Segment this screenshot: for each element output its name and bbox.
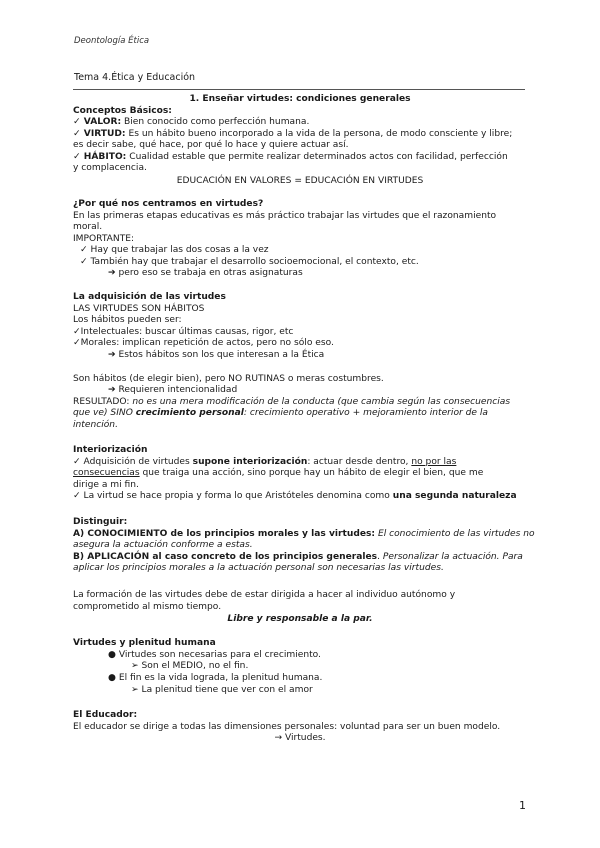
resultado-line-1 <box>73 397 510 408</box>
valor-label: ✓ VALOR: <box>73 117 122 127</box>
plenitud-bullet-2: ● El fin es la vida lograda, la plenitud humana. <box>108 673 323 683</box>
resultado-text-2a: que ve) SINO <box>73 408 136 418</box>
distinguir-a-line-2: asegura la actuación conforme a estas. <box>73 540 253 550</box>
virtud-label: ✓ VIRTUD: <box>73 129 126 139</box>
section-title: 1. Enseñar virtudes: condiciones generales <box>189 94 411 104</box>
distinguir-a-line-1 <box>73 529 535 540</box>
importante-label: IMPORTANTE: <box>73 234 135 244</box>
interiorizacion-text-2a: consecuencias <box>73 468 140 478</box>
adquisicion-heading: La adquisición de las virtudes <box>73 292 226 302</box>
habito-label: ✓ HÁBITO: <box>73 152 127 162</box>
libre-line: Libre y responsable a la par. <box>227 614 373 624</box>
resultado-text-2c: : crecimiento operativo + mejoramiento interior de la <box>243 408 489 418</box>
distinguir-heading: Distinguir: <box>73 517 128 527</box>
plenitud-sub-2: ➢ La plenitud tiene que ver con el amor <box>131 685 313 695</box>
interiorizacion-text-2b: que traiga una acción, sino porque hay un hábito de elegir el bien, que me <box>139 468 484 478</box>
distinguir-b-line-2: aplicar los principios morales a la actuación personal son necesarias las virtudes. <box>73 563 444 573</box>
porque-check-1: ✓ Hay que trabajar las dos cosas a la vez <box>80 245 269 255</box>
topic-title: Tema 4.Ética y Educación <box>74 72 196 83</box>
interiorizacion-heading: Interiorización <box>73 445 148 455</box>
adquisicion-check-1: ✓Intelectuales: buscar últimas causas, rigor, etc <box>73 327 294 337</box>
adquisicion-arrow-2: ➔ Requieren intencionalidad <box>108 385 238 395</box>
adquisicion-line-2: Los hábitos pueden ser: <box>73 315 182 325</box>
interiorizacion-line-4 <box>73 491 517 502</box>
porque-heading: ¿Por qué nos centramos en virtudes? <box>73 199 264 209</box>
equation-line: EDUCACIÓN EN VALORES = EDUCACIÓN EN VIRTUDES <box>176 176 424 186</box>
document-header: Deontología Ética <box>74 36 150 46</box>
habito-text: Cualidad estable que permite realizar determinados actos con facilidad, perfección <box>126 152 508 162</box>
distinguir-b-line-1 <box>73 552 523 563</box>
interiorizacion-text-1c: : actuar desde dentro, <box>307 457 412 467</box>
educador-line-1: El educador se dirige a todas las dimensiones personales: voluntad para ser un buen modelo. <box>73 722 501 732</box>
porque-line-2: moral. <box>73 222 103 232</box>
virtud-text: Es un hábito bueno incorporado a la vida de la persona, de modo consciente y libre; <box>125 129 513 139</box>
interiorizacion-line-2 <box>73 468 483 479</box>
conceptos-heading: Conceptos Básicos: <box>73 106 172 116</box>
interiorizacion-text-1b: supone interiorización <box>192 457 308 467</box>
resultado-text-2b: crecimiento personal <box>135 408 244 418</box>
adquisicion-check-2: ✓Morales: implican repetición de actos, pero no sólo eso. <box>73 338 334 348</box>
adquisicion-line-1: LAS VIRTUDES SON HÁBITOS <box>73 304 205 314</box>
educador-line-2: → Virtudes. <box>274 733 326 743</box>
divider <box>73 89 525 90</box>
valor-text: Bien conocido como perfección humana. <box>121 117 310 127</box>
page-number: 1 <box>519 799 526 812</box>
distinguir-a-label: A) CONOCIMIENTO de los principios morales y las virtudes: <box>73 529 376 539</box>
plenitud-bullet-1: ● Virtudes son necesarias para el crecimiento. <box>108 650 321 660</box>
virtud-line <box>73 129 512 140</box>
distinguir-b-text-1a: . <box>377 552 383 562</box>
plenitud-heading: Virtudes y plenitud humana <box>73 638 216 648</box>
resultado-text-1: no es una mera modificación de la conducta (que cambia según las consecuencias <box>132 397 511 407</box>
virtud-line-2: es decir sabe, qué hace, por qué lo hace y quiere actuar así. <box>73 140 349 150</box>
adquisicion-line-3: Son hábitos (de elegir bien), pero NO RUTINAS o meras costumbres. <box>73 374 384 384</box>
porque-check-2: ✓ También hay que trabajar el desarrollo socioemocional, el contexto, etc. <box>80 257 419 267</box>
porque-arrow-1: ➔ pero eso se trabaja en otras asignaturas <box>108 268 303 278</box>
habito-line-2: y complacencia. <box>73 163 147 173</box>
plenitud-sub-1: ➢ Son el MEDIO, no el fin. <box>131 661 249 671</box>
interiorizacion-text-1a: ✓ Adquisición de virtudes <box>73 457 193 467</box>
resultado-label: RESULTADO: <box>73 397 133 407</box>
porque-line-1: En las primeras etapas educativas es más práctico trabajar las virtudes que el razonamiento <box>73 211 497 221</box>
resultado-line-3: intención. <box>73 420 118 430</box>
interiorizacion-text-1d: no por las <box>411 457 457 467</box>
interiorizacion-text-4b: una segunda naturaleza <box>392 491 517 501</box>
valor-line <box>73 117 309 128</box>
interiorizacion-text-4a: ✓ La virtud se hace propia y forma lo que Aristóteles denomina como <box>73 491 393 501</box>
habito-line <box>73 152 508 163</box>
adquisicion-arrow-1: ➔ Estos hábitos son los que interesan a la Ética <box>108 350 325 360</box>
distinguir-a-text-1: El conocimiento de las virtudes no <box>375 529 535 539</box>
educador-heading: El Educador: <box>73 710 138 720</box>
resultado-line-2 <box>73 408 488 419</box>
formacion-line-2: comprometido al mismo tiempo. <box>73 602 222 612</box>
interiorizacion-line-1 <box>73 457 456 468</box>
formacion-line-1: La formación de las virtudes debe de estar dirigida a hacer al individuo autónomo y <box>73 590 456 600</box>
distinguir-b-label: B) APLICACIÓN al caso concreto de los principios generales <box>73 552 378 562</box>
interiorizacion-line-3: dirige a mi fin. <box>73 480 139 490</box>
distinguir-b-text-1b: Personalizar la actuación. Para <box>382 552 523 562</box>
